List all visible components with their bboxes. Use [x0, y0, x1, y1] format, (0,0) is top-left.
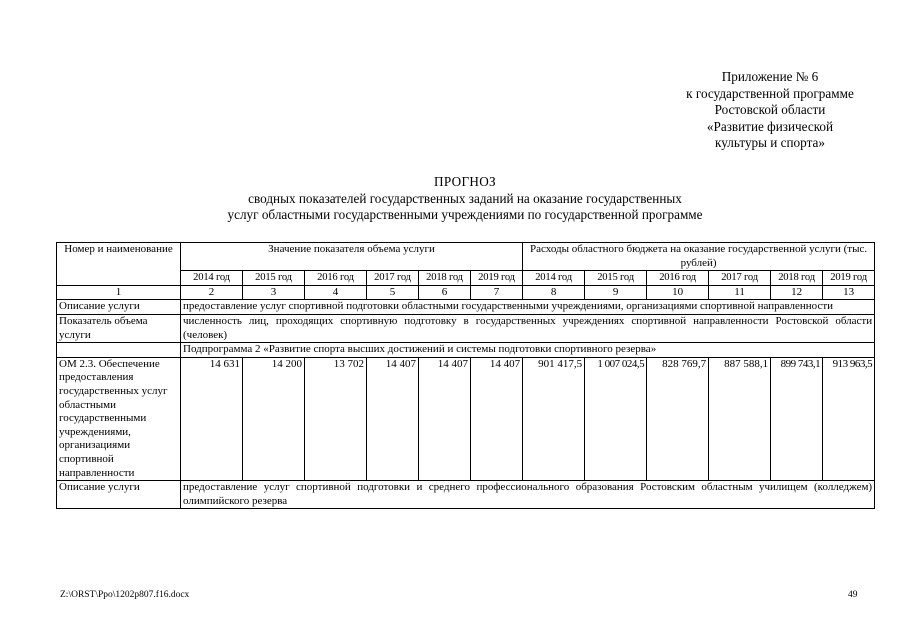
header-year: 2014 год	[523, 271, 585, 286]
expense-cell: 901 417,5	[523, 357, 585, 480]
expense-cell: 828 769,7	[647, 357, 709, 480]
header-year: 2018 год	[771, 271, 823, 286]
column-number: 9	[585, 285, 647, 300]
table-row	[57, 300, 875, 315]
expense-cell: 1 007 024,5	[585, 357, 647, 480]
volume-indicator-description: численность лиц, проходящих спортивную подготовку в государственных учреждениях спортивной направленности Ростовской области (человек)	[181, 314, 875, 342]
value-cell: 14 407	[471, 357, 523, 480]
column-number: 7	[471, 285, 523, 300]
column-number: 12	[771, 285, 823, 300]
value-cell: 14 407	[419, 357, 471, 480]
appendix-note	[600, 69, 905, 152]
header-expense-group: Расходы областного бюджета на оказание государственной услуги (тыс. рублей)	[523, 243, 875, 271]
column-number: 13	[823, 285, 875, 300]
title-heading: ПРОГНОЗ	[434, 174, 496, 189]
column-number: 8	[523, 285, 585, 300]
appendix-line: к государственной программе	[686, 85, 854, 101]
page-number: 49	[848, 590, 858, 600]
expense-cell: 887 588,1	[709, 357, 771, 480]
footer-file-path: Z:\ORST\Ppo\1202p807.f16.docx	[60, 590, 190, 600]
appendix-line: Приложение № 6	[721, 69, 819, 84]
document-title	[60, 174, 870, 224]
value-cell: 14 631	[181, 357, 243, 480]
row-label: Показатель объема услуги	[57, 314, 181, 342]
header-year: 2019 год	[823, 271, 875, 286]
appendix-line: «Развитие физической	[706, 118, 834, 134]
service-description: предоставление услуг спортивной подготовки и среднего профессионального образования Ростовским областным училищем (колледжем) олимпийского резерва	[181, 481, 875, 509]
header-value-group: Значение показателя объема услуги	[181, 243, 523, 271]
title-line: услуг областными государственными учреждениями по государственной программе	[227, 207, 703, 222]
column-number: 2	[181, 285, 243, 300]
header-year: 2018 год	[419, 271, 471, 286]
column-number: 4	[305, 285, 367, 300]
header-year: 2016 год	[647, 271, 709, 286]
column-number: 10	[647, 285, 709, 300]
table-row	[57, 314, 875, 342]
value-cell: 14 200	[243, 357, 305, 480]
column-number: 11	[709, 285, 771, 300]
header-number-name: Номер и наименование	[57, 243, 181, 286]
appendix-line: Ростовской области	[714, 102, 826, 117]
expense-cell: 913 963,5	[823, 357, 875, 480]
row-label: Описание услуги	[57, 481, 181, 509]
header-year: 2017 год	[709, 271, 771, 286]
subprogram-row	[57, 343, 875, 358]
column-numbers-row	[57, 285, 875, 300]
expense-cell: 899 743,1	[771, 357, 823, 480]
subprogram-title: Подпрограмма 2 «Развитие спорта высших достижений и системы подготовки спортивного резерва»	[181, 343, 875, 358]
header-year: 2015 год	[243, 271, 305, 286]
value-cell: 14 407	[367, 357, 419, 480]
table-row	[57, 481, 875, 509]
service-description: предоставление услуг спортивной подготовки областными государственными учреждениями, организациями спортивной направленности	[181, 300, 875, 315]
forecast-table	[56, 242, 875, 509]
table-row	[57, 357, 875, 480]
header-year: 2016 год	[305, 271, 367, 286]
row-label: ОМ 2.3. Обеспечение предоставления государственных услуг областными государственными учреждениями, организациями спортивной направленности	[57, 357, 181, 480]
column-number: 3	[243, 285, 305, 300]
row-label: Описание услуги	[57, 300, 181, 315]
title-line: сводных показателей государственных заданий на оказание государственных	[248, 190, 682, 206]
appendix-line: культуры и спорта»	[715, 135, 825, 150]
header-year: 2014 год	[181, 271, 243, 286]
header-year: 2017 год	[367, 271, 419, 286]
value-cell: 13 702	[305, 357, 367, 480]
column-number: 5	[367, 285, 419, 300]
column-number: 6	[419, 285, 471, 300]
header-year: 2015 год	[585, 271, 647, 286]
header-year: 2019 год	[471, 271, 523, 286]
header-row	[57, 243, 875, 271]
column-number: 1	[57, 285, 181, 300]
empty-cell	[57, 343, 181, 358]
